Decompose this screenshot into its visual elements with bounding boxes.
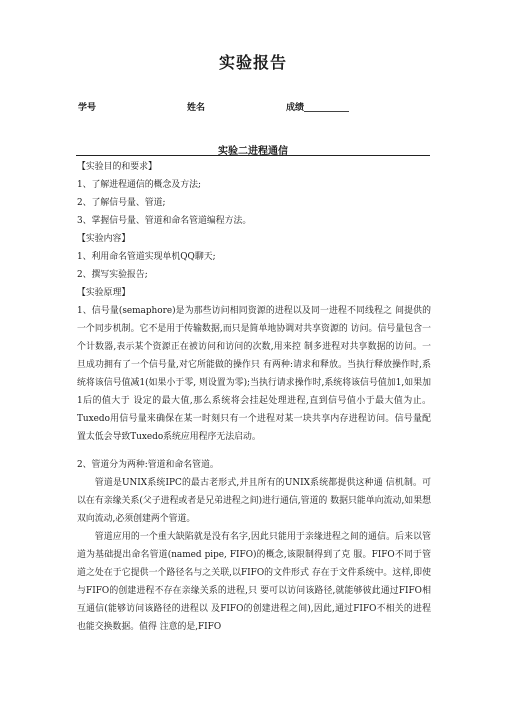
section-divider [76, 155, 430, 156]
content-item: 1、利用命名管道实现单机QQ聊天; [77, 252, 216, 262]
content-item: 2、撰写实验报告; [77, 270, 148, 280]
name-label: 姓名 [187, 103, 206, 113]
purpose-heading: 【实验目的和要求】 [77, 162, 157, 172]
purpose-item: 3、掌握信号量、管道和命名管道编程方法。 [77, 216, 252, 226]
pipe-paragraph: 管道是UNIX系统IPC的最古老形式,并且所有的UNIX系统都提供这种通 信机制。可以在有亲缘关系(父子进程或者是兄弟进程之间)进行通信,管道的 数据只能单向流动,如果想双向流动,必须创建两个管道。 [77, 478, 431, 524]
report-title: 实验报告 [218, 53, 287, 72]
semaphore-paragraph: 1、信号量(semaphore)是为那些访问相同资源的进程以及同一进程不同线程之 间提供的一个同步机制。它不是用于传输数据,而只是简单地协调对共享资源的 访问。信号量包含一个计数器,表示某个资源正在被访问和访问的次数,用来控 制多进程对共享数据的访问。一旦成功拥有了一个信号量,对它所能做的操作只 有两种:请求和释放。当执行释放操作时,系统将该信号值减1(如果小于零, 则设置为零);当执行请求操作时,系统将该信号值加1,如果加1后的值大于 设定的最大值,那么系统将会挂起处理进程,直到信号值小于最大值为止。Tuxedo用信号量来确保在某一时刻只有一个进程对某一块共享内存进程访问。信号量配 置太低会导致Tuxedo系统应用程序无法启动。 [77, 306, 431, 442]
score-label: 成绩__________ [286, 103, 350, 113]
section-title: 实验二进程通信 [218, 146, 288, 157]
purpose-item: 2、了解信号量、管道; [77, 198, 166, 208]
fifo-paragraph: 管道应用的一个重大缺陷就是没有名字,因此只能用于亲缘进程之间的通信。后来以管道为基础提出命名管道(named pipe, FIFO)的概念,该限制得到了克 服。FIFO不同于管道之处在于它提供一个路径名与之关联,以FIFO的文件形式 存在于文件系统中。这样,即使与FIFO的创建进程不存在亲缘关系的进程,只 要可以访问该路径,就能够彼此通过FIFO相互通信(能够访问该路径的进程以 及FIFO的创建进程之间),因此,通过FIFO不相关的进程也能交换数据。值得 注意的是,FIFO [77, 532, 431, 632]
pipe-intro: 2、管道分为两种:管道和命名管道。 [77, 460, 219, 470]
principle-heading: 【实验原理】 [77, 288, 131, 298]
report-body [77, 158, 431, 636]
paragraph-gap [77, 446, 431, 456]
purpose-item: 1、了解进程通信的概念及方法; [77, 180, 202, 190]
student-id-label: 学号 [78, 103, 97, 113]
content-heading: 【实验内容】 [77, 234, 131, 244]
